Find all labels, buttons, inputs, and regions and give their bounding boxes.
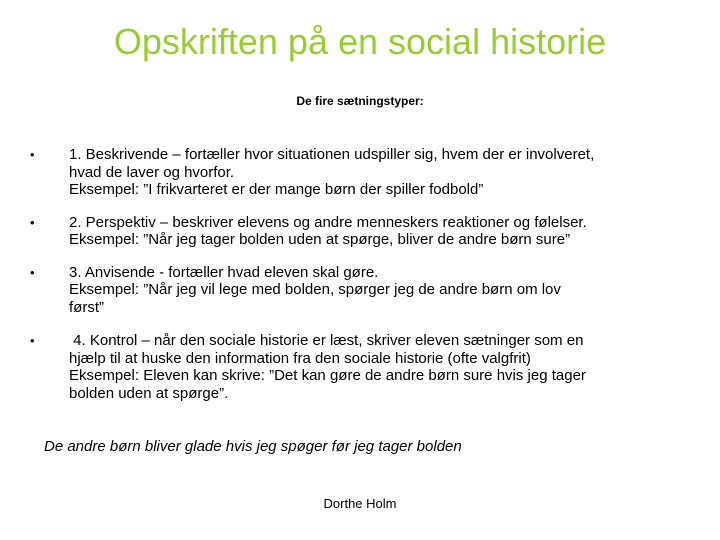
bullet-icon: • xyxy=(30,147,35,162)
item-line: 2. Perspektiv – beskriver elevens og andre menneskers reaktioner og følelser. xyxy=(69,213,587,231)
item-line: 3. Anvisende - fortæller hvad eleven skal gøre. xyxy=(69,263,379,281)
item-example: Eksempel: ”Når jeg tager bolden uden at spørge, bliver de andre børn sure” xyxy=(69,231,571,248)
slide-subtitle: De fire sætningstyper: xyxy=(296,94,424,108)
item-example: Eksempel: Eleven kan skrive: ”Det kan gøre de andre børn sure hvis jeg tager xyxy=(69,367,586,384)
list-item-control xyxy=(30,332,700,402)
sentence-types-list xyxy=(30,146,700,426)
bullet-icon: • xyxy=(30,333,35,348)
list-item-directive xyxy=(30,264,700,317)
summary-sentence: De andre børn bliver glade hvis jeg spøger før jeg tager bolden xyxy=(44,438,462,455)
author-credit: Dorthe Holm xyxy=(323,496,397,511)
item-line: bolden uden at spørge”. xyxy=(69,384,229,402)
item-line: først” xyxy=(69,298,104,316)
item-line: hjælp til at huske den information fra den sociale historie (ofte valgfrit) xyxy=(69,349,531,367)
item-line: 1. Beskrivende – fortæller hvor situationen udspiller sig, hvem der er involveret, xyxy=(69,146,595,163)
list-item-descriptive xyxy=(30,146,700,199)
slide-title: Opskriften på en social historie xyxy=(113,21,607,62)
list-item-perspective xyxy=(30,214,700,249)
item-example: Eksempel: ”I frikvarteret er der mange børn der spiller fodbold” xyxy=(69,181,484,198)
bullet-icon: • xyxy=(30,264,35,280)
bullet-icon: • xyxy=(30,214,35,230)
item-line: hvad de laver og hvorfor. xyxy=(69,163,235,181)
item-example: Eksempel: ”Når jeg vil lege med bolden, spørger jeg de andre børn om lov xyxy=(69,281,561,298)
item-line: 4. Kontrol – når den sociale historie er læst, skriver eleven sætninger som en xyxy=(69,332,584,349)
